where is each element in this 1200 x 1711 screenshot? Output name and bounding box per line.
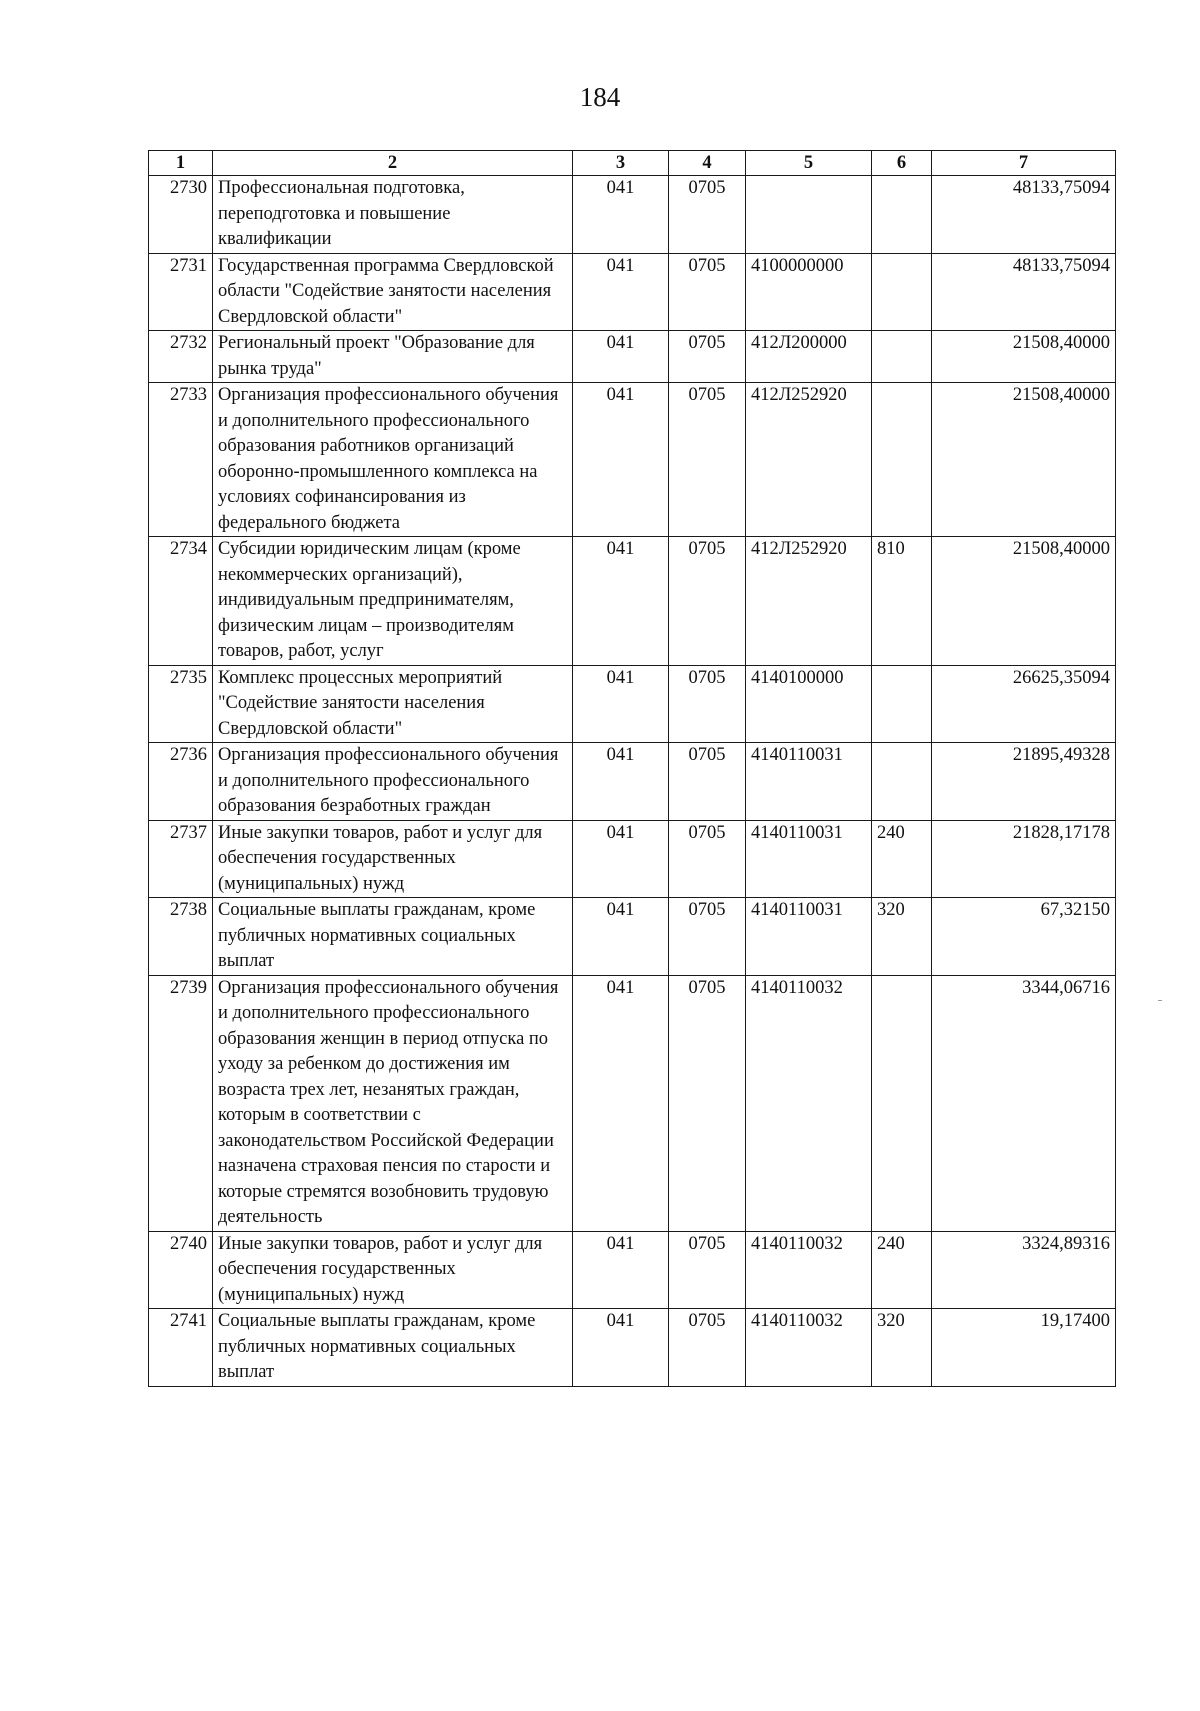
ministry-code: 041 — [573, 537, 669, 666]
table-row — [149, 383, 1116, 537]
target-article-code: 4140110032 — [746, 975, 872, 1231]
section-code: 0705 — [669, 537, 746, 666]
amount: 19,17400 — [932, 1309, 1116, 1387]
item-name: Организация профессионального обучения и дополнительного профессионального образования женщин в период отпуска по уходу за ребенком до достижения им возраста трех лет, незанятых граждан, которым в соответствии с законодательством Российской Федерации назначена страховая пенсия по старости и которые стремятся возобновить трудовую деятельность — [213, 975, 573, 1231]
row-number: 2741 — [149, 1309, 213, 1387]
expense-type-code: 240 — [872, 1231, 932, 1309]
page-number: 184 — [579, 82, 621, 112]
target-article-code: 4140110031 — [746, 898, 872, 976]
column-number: 1 — [149, 151, 213, 176]
item-name: Иные закупки товаров, работ и услуг для обеспечения государственных (муниципальных) нужд — [213, 1231, 573, 1309]
table-row — [149, 1231, 1116, 1309]
row-number: 2733 — [149, 383, 213, 537]
table-row — [149, 743, 1116, 821]
table-row — [149, 975, 1116, 1231]
target-article-code — [746, 176, 872, 254]
item-name: Социальные выплаты гражданам, кроме публичных нормативных социальных выплат — [213, 898, 573, 976]
budget-table — [148, 150, 1116, 1387]
column-number: 7 — [932, 151, 1116, 176]
target-article-code: 4140100000 — [746, 665, 872, 743]
expense-type-code: 810 — [872, 537, 932, 666]
amount: 48133,75094 — [932, 253, 1116, 331]
column-number: 4 — [669, 151, 746, 176]
row-number: 2732 — [149, 331, 213, 383]
ministry-code: 041 — [573, 898, 669, 976]
ministry-code: 041 — [573, 820, 669, 898]
section-code: 0705 — [669, 176, 746, 254]
section-code: 0705 — [669, 975, 746, 1231]
expense-type-code — [872, 665, 932, 743]
expense-type-code: 320 — [872, 898, 932, 976]
row-number: 2735 — [149, 665, 213, 743]
target-article-code: 412Л252920 — [746, 383, 872, 537]
section-code: 0705 — [669, 331, 746, 383]
target-article-code: 4140110031 — [746, 820, 872, 898]
column-number: 2 — [213, 151, 573, 176]
table-row — [149, 537, 1116, 666]
amount: 3344,06716 — [932, 975, 1116, 1231]
ministry-code: 041 — [573, 331, 669, 383]
section-code: 0705 — [669, 743, 746, 821]
section-code: 0705 — [669, 1309, 746, 1387]
column-number: 6 — [872, 151, 932, 176]
item-name: Иные закупки товаров, работ и услуг для обеспечения государственных (муниципальных) нужд — [213, 820, 573, 898]
ministry-code: 041 — [573, 1309, 669, 1387]
section-code: 0705 — [669, 820, 746, 898]
item-name: Региональный проект "Образование для рынка труда" — [213, 331, 573, 383]
item-name: Организация профессионального обучения и дополнительного профессионального образования работников организаций оборонно-промышленного комплекса на условиях софинансирования из федерального бюджета — [213, 383, 573, 537]
expense-type-code — [872, 253, 932, 331]
column-number: 5 — [746, 151, 872, 176]
expense-type-code — [872, 331, 932, 383]
expense-type-code — [872, 743, 932, 821]
row-number: 2737 — [149, 820, 213, 898]
table-row — [149, 898, 1116, 976]
section-code: 0705 — [669, 253, 746, 331]
section-code: 0705 — [669, 1231, 746, 1309]
table-row — [149, 176, 1116, 254]
row-number: 2734 — [149, 537, 213, 666]
target-article-code: 4100000000 — [746, 253, 872, 331]
amount: 21895,49328 — [932, 743, 1116, 821]
row-number: 2736 — [149, 743, 213, 821]
section-code: 0705 — [669, 898, 746, 976]
ministry-code: 041 — [573, 1231, 669, 1309]
row-number: 2738 — [149, 898, 213, 976]
amount: 48133,75094 — [932, 176, 1116, 254]
target-article-code: 4140110032 — [746, 1231, 872, 1309]
column-number: 3 — [573, 151, 669, 176]
table-row — [149, 331, 1116, 383]
item-name: Организация профессионального обучения и дополнительного профессионального образования безработных граждан — [213, 743, 573, 821]
table-row — [149, 1309, 1116, 1387]
expense-type-code — [872, 975, 932, 1231]
item-name: Комплекс процессных мероприятий "Содействие занятости населения Свердловской области" — [213, 665, 573, 743]
item-name: Субсидии юридическим лицам (кроме некоммерческих организаций), индивидуальным предпринимателям, физическим лицам – производителям товаров, работ, услуг — [213, 537, 573, 666]
expense-type-code: 320 — [872, 1309, 932, 1387]
amount: 21508,40000 — [932, 537, 1116, 666]
section-code: 0705 — [669, 383, 746, 537]
item-name: Социальные выплаты гражданам, кроме публичных нормативных социальных выплат — [213, 1309, 573, 1387]
row-number: 2739 — [149, 975, 213, 1231]
amount: 67,32150 — [932, 898, 1116, 976]
table-row — [149, 820, 1116, 898]
target-article-code: 412Л200000 — [746, 331, 872, 383]
expense-type-code — [872, 176, 932, 254]
ministry-code: 041 — [573, 383, 669, 537]
column-number-row — [149, 151, 1116, 176]
table-row — [149, 253, 1116, 331]
row-number: 2730 — [149, 176, 213, 254]
ministry-code: 041 — [573, 975, 669, 1231]
amount: 21508,40000 — [932, 383, 1116, 537]
item-name: Государственная программа Свердловской области "Содействие занятости населения Свердловской области" — [213, 253, 573, 331]
ministry-code: 041 — [573, 253, 669, 331]
target-article-code: 4140110032 — [746, 1309, 872, 1387]
ministry-code: 041 — [573, 176, 669, 254]
expense-type-code: 240 — [872, 820, 932, 898]
amount: 26625,35094 — [932, 665, 1116, 743]
expense-type-code — [872, 383, 932, 537]
ministry-code: 041 — [573, 665, 669, 743]
amount: 21828,17178 — [932, 820, 1116, 898]
amount: 21508,40000 — [932, 331, 1116, 383]
row-number: 2731 — [149, 253, 213, 331]
target-article-code: 412Л252920 — [746, 537, 872, 666]
target-article-code: 4140110031 — [746, 743, 872, 821]
table-row — [149, 665, 1116, 743]
item-name: Профессиональная подготовка, переподготовка и повышение квалификации — [213, 176, 573, 254]
row-number: 2740 — [149, 1231, 213, 1309]
amount: 3324,89316 — [932, 1231, 1116, 1309]
section-code: 0705 — [669, 665, 746, 743]
ministry-code: 041 — [573, 743, 669, 821]
scan-artifact — [1158, 1000, 1162, 1001]
